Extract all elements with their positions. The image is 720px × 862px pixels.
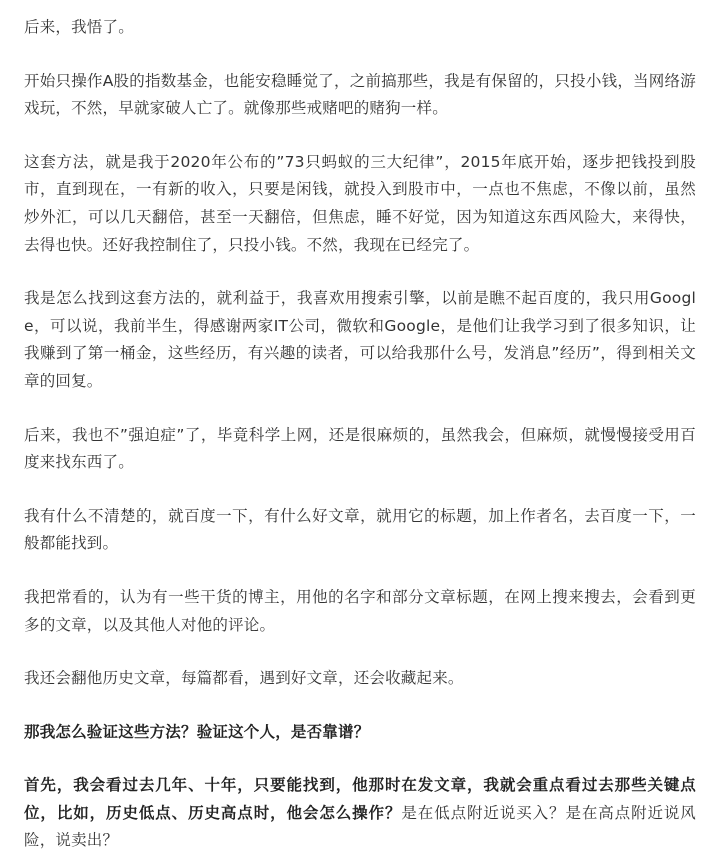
paragraph-4: 我是怎么找到这套方法的，就利益于，我喜欢用搜索引擎，以前是瞧不起百度的，我只用Google，可以说，我前半生，得感谢两家IT公司，微软和Google，是他们让我学习到了很多知识，让我赚到了第一桶金，这些经历，有兴趣的读者，可以给我那什么号，发消息”经历”，得到相关文章的回复。 xyxy=(24,289,696,390)
paragraph-7: 我把常看的，认为有一些干货的博主，用他的名字和部分文章标题，在网上搜来搜去，会看到更多的文章，以及其他人对他的评论。 xyxy=(24,587,696,634)
paragraph-10-bold: 首先，我会看过去几年、十年，只要能找到，他那时在发文章，我就会重点看过去那些关键点位，比如，历史低点、历史高点时，他会怎么操作？ xyxy=(24,776,696,822)
paragraph-10 xyxy=(24,772,696,855)
paragraph-3: 这套方法，就是我于2020年公布的”73只蚂蚁的三大纪律”，2015年底开始，逐步把钱投到股市，直到现在，一有新的收入，只要是闲钱，就投入到股市中，一点也不焦虑，不像以前，虽然炒外汇，可以几天翻倍，甚至一天翻倍，但焦虑，睡不好觉，因为知道这东西风险大，来得快，去得也快。还好我控制住了，只投小钱。不然，我现在已经完了。 xyxy=(24,152,696,254)
paragraph-10-normal: 是在低点附近说买入？是在高点附近说风险，说卖出？ xyxy=(24,803,696,850)
paragraph-6: 我有什么不清楚的，就百度一下，有什么好文章，就用它的标题，加上作者名，去百度一下，一般都能找到。 xyxy=(24,506,696,553)
paragraph-2: 开始只操作A股的指数基金，也能安稳睡觉了，之前搞那些，我是有保留的，只投小钱，当网络游戏玩，不然，早就家破人亡了。就像那些戒赌吧的赌狗一样。 xyxy=(24,71,696,118)
paragraph-5: 后来，我也不”强迫症”了，毕竟科学上网，还是很麻烦的，虽然我会，但麻烦，就慢慢接受用百度来找东西了。 xyxy=(24,425,696,472)
paragraph-1: 后来，我悟了。 xyxy=(24,18,134,36)
paragraph-8: 我还会翻他历史文章，每篇都看，遇到好文章，还会收藏起来。 xyxy=(24,669,464,688)
question-heading: 那我怎么验证这些方法？验证这个人，是否靠谱？ xyxy=(24,722,370,741)
